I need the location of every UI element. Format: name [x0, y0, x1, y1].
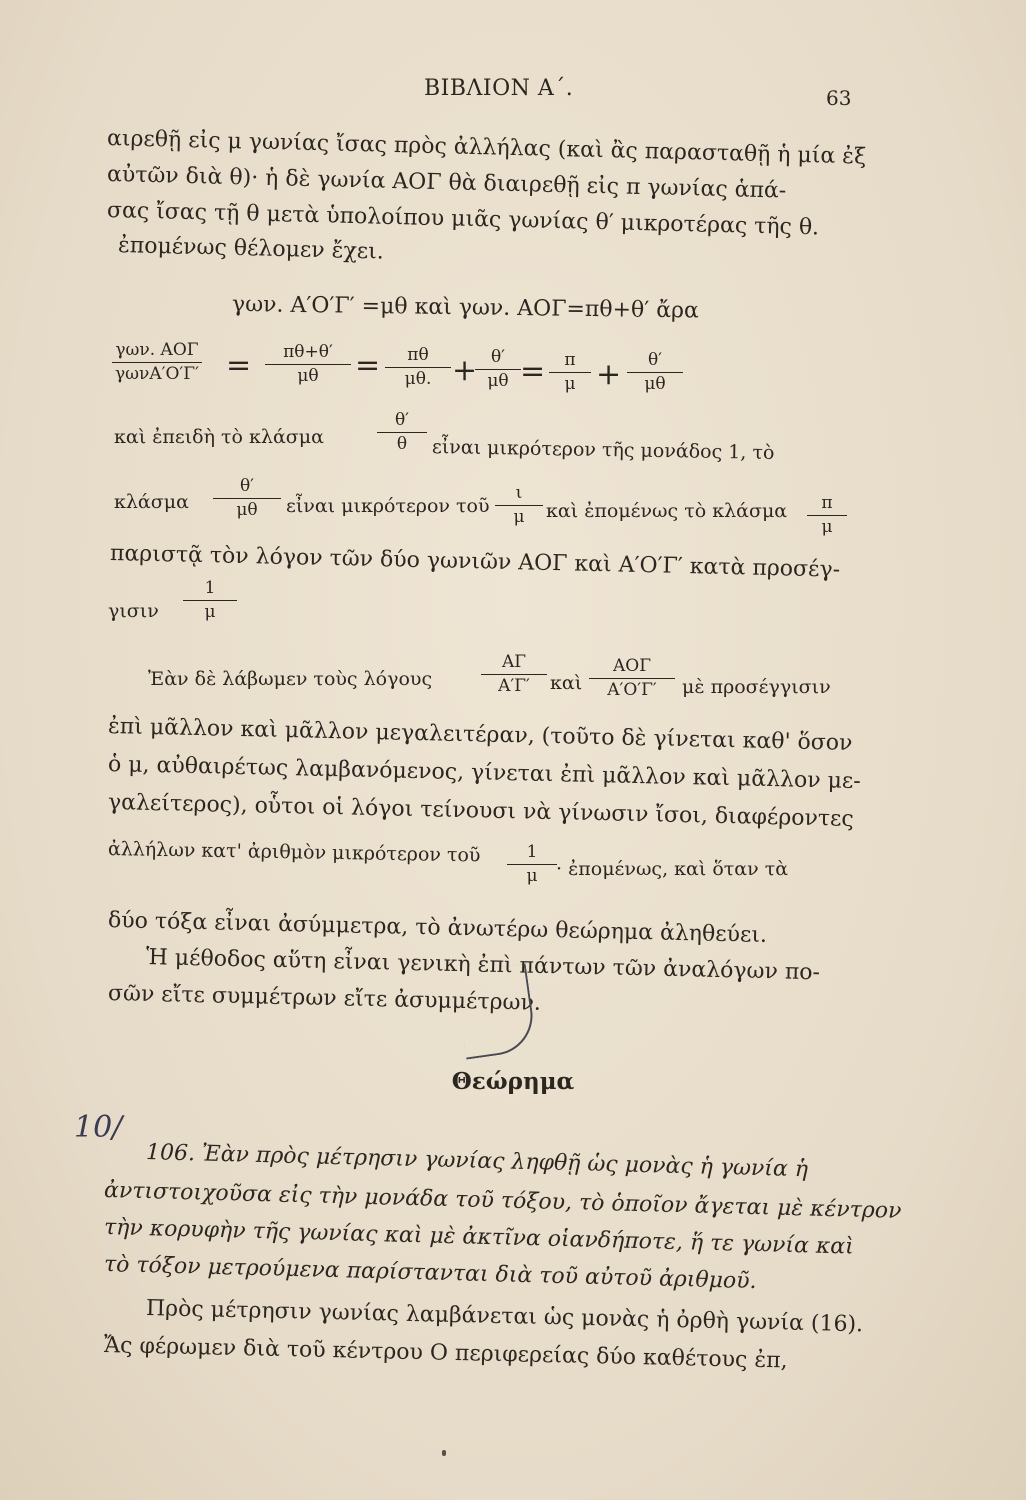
theorem-text-line: τὴν κορυφὴν τῆς γωνίας καὶ μὲ ἀκτῖνα οἱανδήποτε, ἥ τε γωνία καὶ [103, 1215, 855, 1260]
text-fragment: μὲ προσέγγισιν [682, 676, 831, 698]
text-line: ἐπομένως θέλομεν ἔχει. [117, 233, 385, 265]
running-title: ΒΙΒΛΙΟΝ Α΄. [424, 76, 574, 101]
theorem-heading: Θεώρημα [451, 1068, 575, 1095]
text-fragment: καὶ [550, 672, 583, 694]
fraction: $\frac{\theta'}{\theta}$ [380, 410, 424, 456]
fraction: $\frac{\pi\theta}{\mu\theta.}$ [388, 345, 448, 391]
text-fragment: γισιν [108, 600, 159, 622]
fraction: $\frac{\pi}{\mu}$ [810, 493, 844, 539]
text-fragment: ἀλλήλων κατ' ἀριθμὸν μικρότερον τοῦ [107, 838, 481, 867]
fraction: $\frac{1}{\mu}$ [510, 842, 554, 888]
text-line: Ἄς φέρωμεν διὰ τοῦ κέντρου Ο περιφερείας δύο καθέτους ἐπ, [103, 1333, 788, 1374]
fraction: $\frac{1}{\mu}$ [186, 578, 234, 624]
text-line: Πρὸς μέτρησιν γωνίας λαμβάνεται ὡς μονὰς ἡ ὀρθὴ γωνία (16). [145, 1296, 864, 1338]
fraction: $\frac{\theta'}{\mu\theta}$ [478, 347, 518, 393]
text-line: δύο τόξα εἶναι ἀσύμμετρα, τὸ ἀνωτέρω θεώρημα ἀληθεύει. [107, 908, 768, 948]
equals-sign: = [520, 354, 546, 389]
equation-angles: γων. Α′Ο′Γ′ =μθ καὶ γων. ΑΟΓ=πθ+θ′ ἄρα [231, 292, 700, 324]
fraction: $\frac{\theta'}{\mu\theta}$ [216, 476, 278, 522]
fraction: $\frac{\pi}{\mu}$ [552, 350, 588, 396]
text-fragment: εἶναι μικρότερον τῆς μονάδος 1, τὸ [431, 436, 775, 464]
fraction: $\frac{\iota}{\mu}$ [498, 483, 540, 529]
page-number: 63 [826, 86, 852, 110]
fraction: $\frac{\theta'}{\mu\theta}$ [630, 350, 680, 396]
fraction: ΑΟΓ Α′Ο′Γ′ [592, 656, 672, 702]
handwritten-annotation: 10/ [74, 1110, 123, 1145]
text-line: αὐτῶν διὰ θ)· ἡ δὲ γωνία ΑΟΓ θὰ διαιρεθῇ εἰς π γωνίας ἁπά- [106, 162, 787, 204]
fraction: $\frac{A\Gamma}{A'\Gamma'}$ [484, 652, 544, 698]
theorem-text-line: τὸ τόξον μετρούμενα παρίστανται διὰ τοῦ αὐτοῦ ἀριθμοῦ. [103, 1252, 757, 1295]
page-header [0, 72, 1026, 112]
text-fragment: Ἐὰν δὲ λάβωμεν τοὺς λόγους [148, 668, 433, 690]
equals-sign: = [355, 348, 381, 383]
text-line: Ἡ μέθοδος αὕτη εἶναι γενικὴ ἐπὶ πάντων τῶν ἀναλόγων πο- [145, 945, 821, 986]
ink-speck [442, 1450, 446, 1456]
plus-sign: + [596, 357, 622, 392]
text-line: γαλείτερος), οὗτοι οἱ λόγοι τείνουσι νὰ γίνωσιν ἴσοι, διαφέροντες [107, 790, 855, 832]
text-line: ὁ μ, αὐθαιρέτως λαμβανόμενος, γίνεται ἐπὶ μᾶλλον καὶ μᾶλλον με- [107, 752, 861, 795]
handwritten-bracket-mark [454, 963, 537, 1059]
fraction: γων. ΑΟΓ γωνΑ′Ο′Γ′ [112, 340, 202, 386]
plus-sign: + [452, 353, 478, 388]
fraction: $\frac{\pi\theta+\theta'}{\mu\theta}$ [268, 342, 348, 388]
text-line: σας ἴσας τῇ θ μετὰ ὑπολοίπου μιᾶς γωνίας θ′ μικροτέρας τῆς θ. [106, 198, 820, 241]
text-line: αιρεθῇ εἰς μ γωνίας ἴσας πρὸς ἀλλήλας (καὶ ἂς παρασταθῇ ἡ μία ἐξ [106, 126, 867, 170]
text-line: παριστᾷ τὸν λόγον τῶν δύο γωνιῶν ΑΟΓ καὶ Α′Ο′Γ′ κατὰ προσέγ- [109, 541, 841, 583]
text-fragment: καὶ ἐπομένως τὸ κλάσμα [546, 500, 788, 522]
theorem-text-line: ἀντιστοιχοῦσα εἰς τὴν μονάδα τοῦ τόξου, τὸ ὁποῖον ἄγεται μὲ κέντρον [103, 1178, 902, 1224]
text-line: ἐπὶ μᾶλλον καὶ μᾶλλον μεγαλειτέραν, (τοῦτο δὲ γίνεται καθ' ὅσον [107, 714, 853, 756]
text-fragment: κλάσμα [114, 491, 189, 513]
theorem-text-line: 106. Ἐὰν πρὸς μέτρησιν γωνίας ληφθῇ ὡς μονὰς ἡ γωνία ἡ [145, 1140, 809, 1183]
text-fragment: καὶ ἐπειδὴ τὸ κλάσμα [114, 426, 324, 448]
equals-sign: = [226, 348, 252, 383]
text-fragment: εἶναι μικρότερον τοῦ [286, 495, 490, 517]
text-line: σῶν εἴτε συμμέτρων εἴτε ἀσυμμέτρων. [107, 981, 542, 1016]
text-fragment: · ἐπομένως, καὶ ὅταν τὰ [556, 858, 789, 880]
